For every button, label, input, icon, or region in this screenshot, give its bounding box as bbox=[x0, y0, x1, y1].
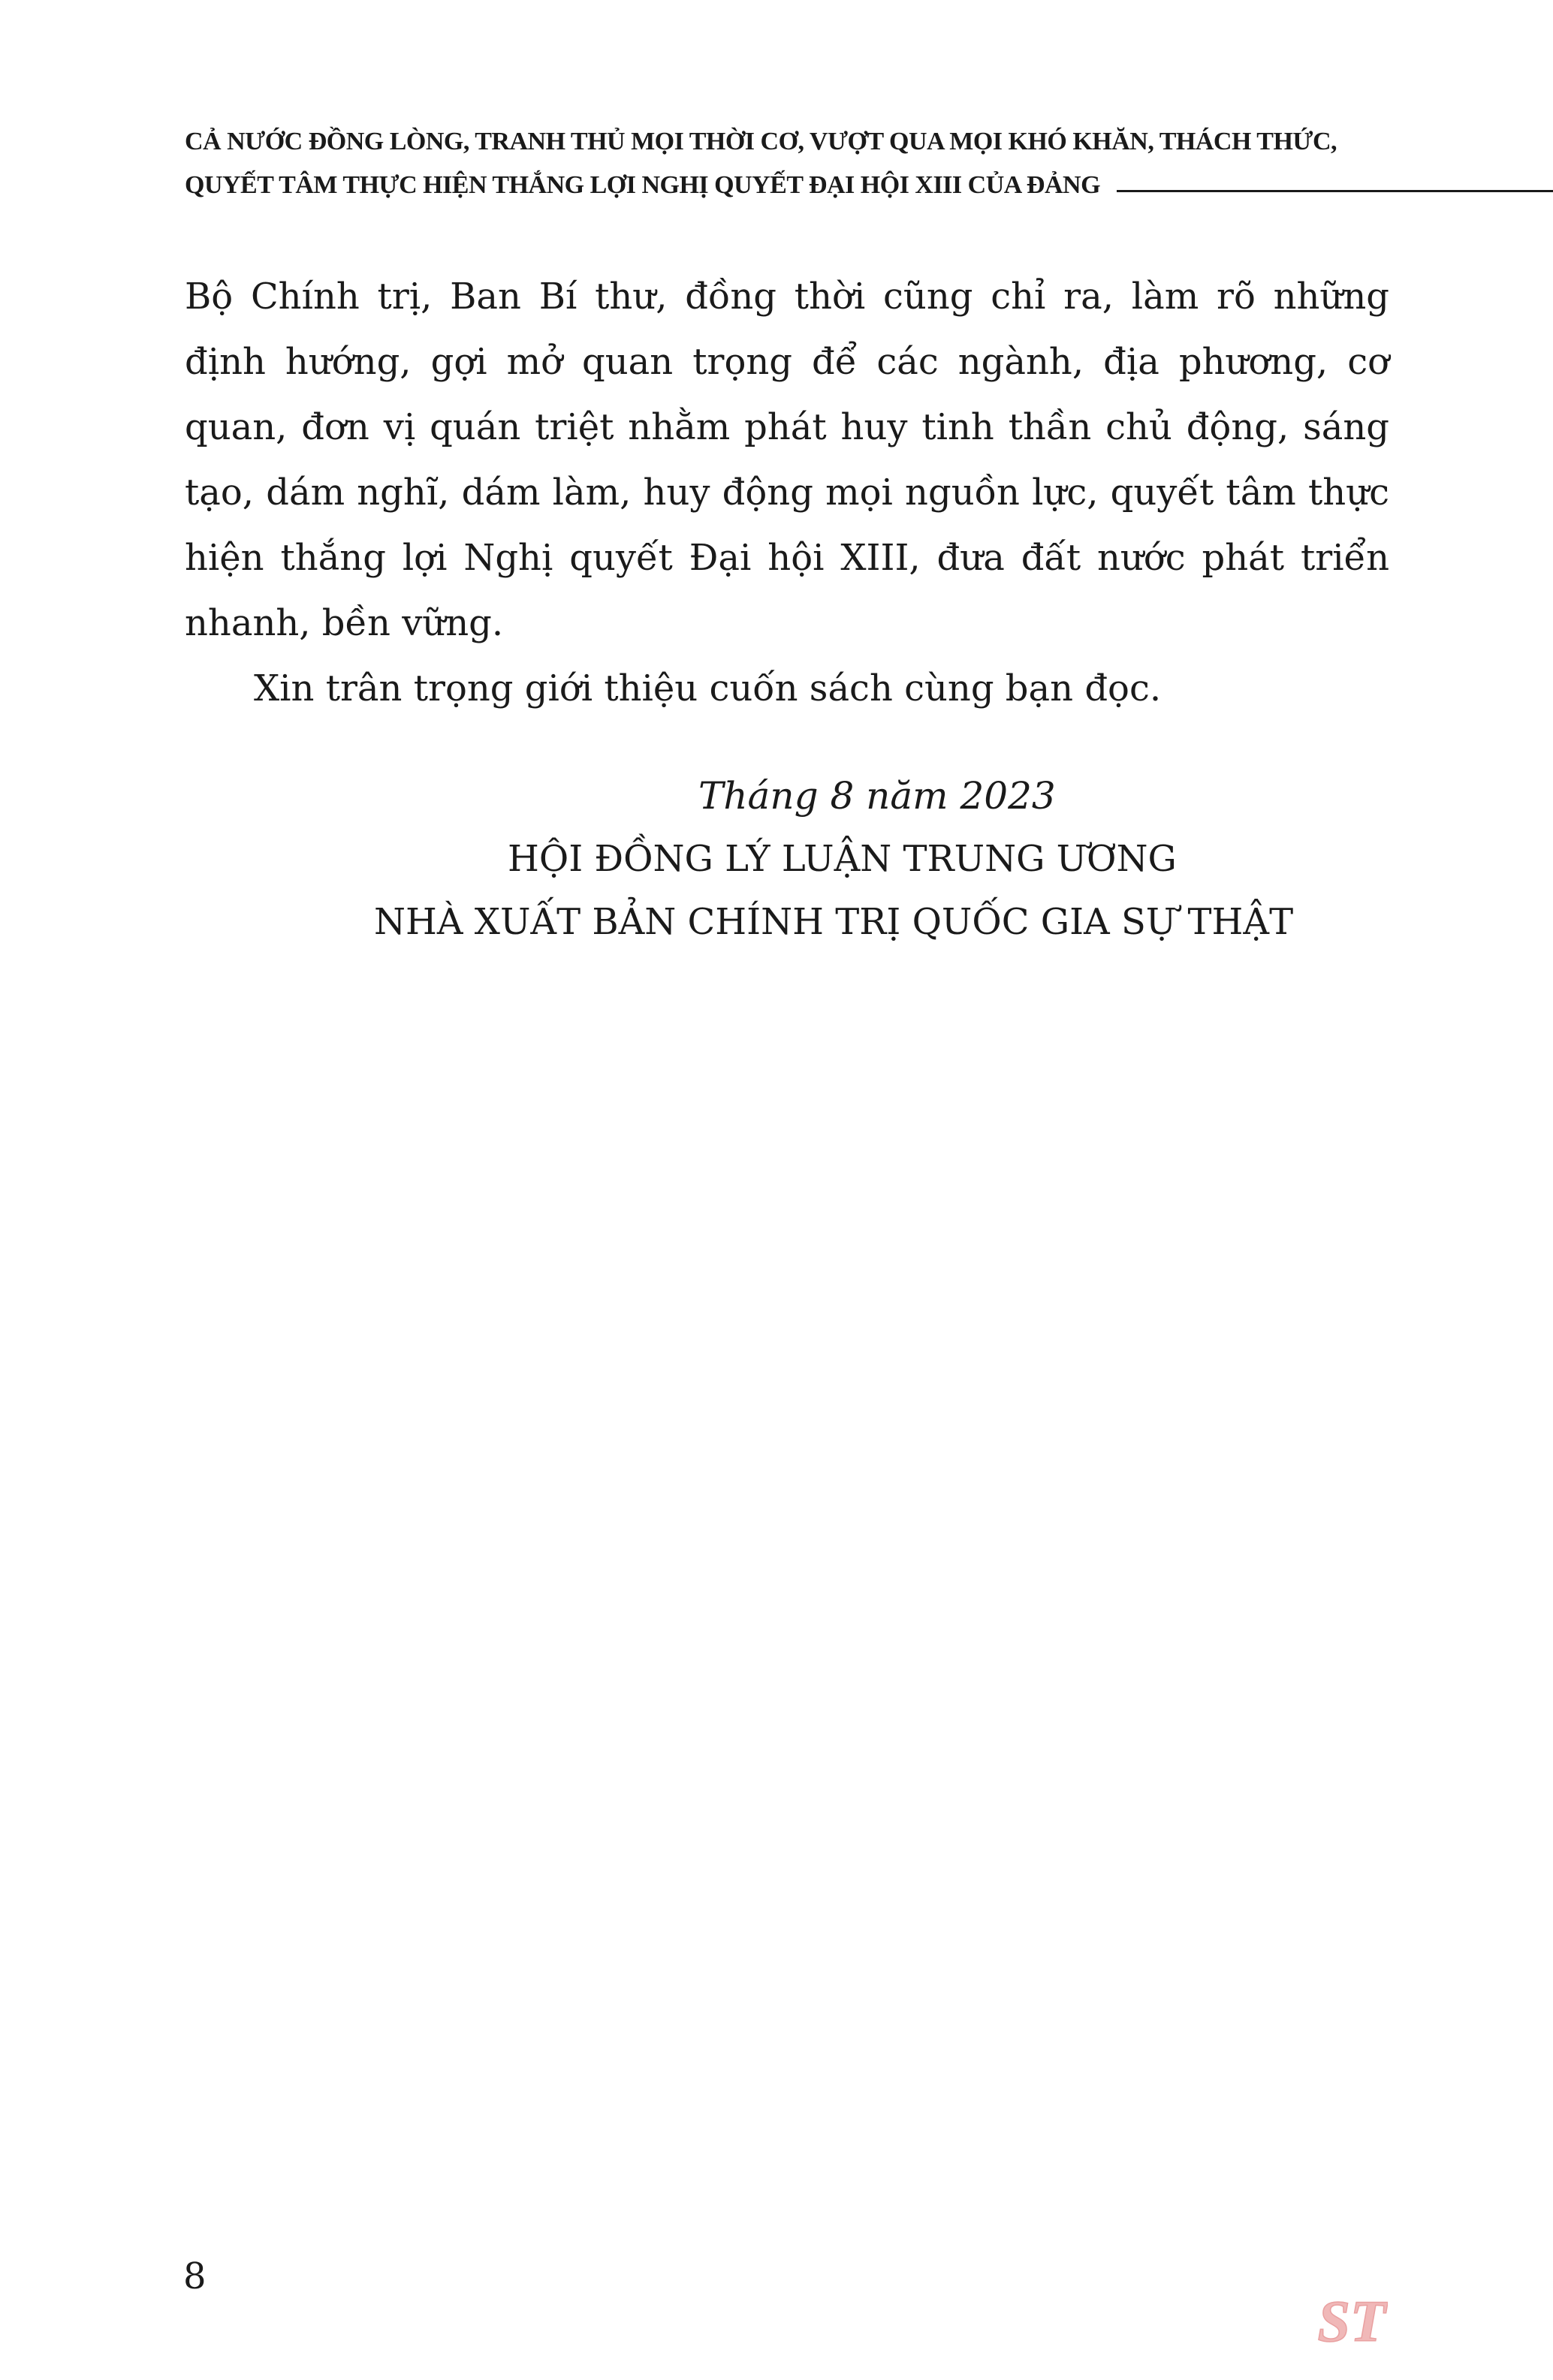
signature-org-council: HỘI ĐỒNG LÝ LUẬN TRUNG ƯƠNG bbox=[508, 838, 1177, 880]
running-header-line-2: QUYẾT TÂM THỰC HIỆN THẮNG LỢI NGHỊ QUYẾT ĐẠI HỘI XIII CỦA ĐẢNG bbox=[185, 171, 1101, 199]
body-paragraph-1: Bộ Chính trị, Ban Bí thư, đồng thời cũng chỉ ra, làm rõ những định hướng, gợi mở quan trọng để các ngành, địa phương, cơ quan, đơn vị quán triệt nhằm phát huy tinh thần chủ động, sáng tạo, dám nghĩ, dám làm, huy động mọi nguồn lực, quyết tâm thực hiện thắng lợi Nghị quyết Đại hội XIII, đưa đất nước phát triển nhanh, bền vững. bbox=[185, 276, 1389, 644]
body-paragraph-2: Xin trân trọng giới thiệu cuốn sách cùng bạn đọc. bbox=[254, 667, 1162, 709]
page-number: 8 bbox=[183, 2255, 207, 2297]
signature-date: Tháng 8 năm 2023 bbox=[698, 774, 1056, 818]
signature-org-publisher: NHÀ XUẤT BẢN CHÍNH TRỊ QUỐC GIA SỰ THẬT bbox=[374, 901, 1294, 943]
running-header-line-2-row bbox=[185, 164, 1553, 207]
header-rule bbox=[1117, 190, 1553, 192]
svg-text:ST: ST bbox=[1317, 2288, 1386, 2354]
running-header bbox=[185, 120, 1553, 207]
publisher-logo-icon bbox=[1316, 2287, 1388, 2354]
body-text bbox=[185, 264, 1389, 722]
running-header-line-1: CẢ NƯỚC ĐỒNG LÒNG, TRANH THỦ MỌI THỜI CƠ, VƯỢT QUA MỌI KHÓ KHĂN, THÁCH THỨC, bbox=[185, 128, 1337, 155]
